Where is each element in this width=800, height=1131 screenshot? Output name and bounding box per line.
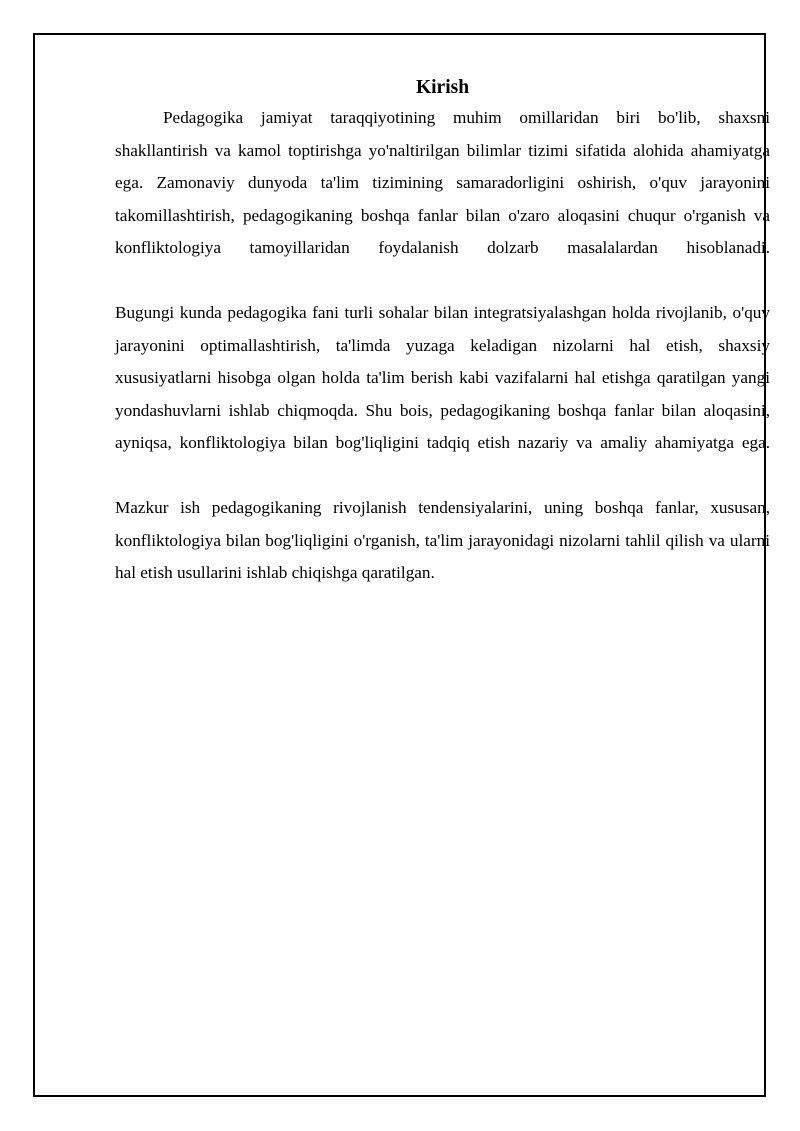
paragraph-spacer	[115, 460, 770, 493]
document-title: Kirish	[415, 77, 470, 98]
paragraph-spacer	[115, 265, 770, 298]
paragraph-1: Pedagogika jamiyat taraqqiyotining muhim omillaridan biri bo'lib, shaxsni shakllantirish va kamol toptirishga yo'naltirilgan bilimlar tizimi sifatida alohida ahamiyatga ega. Zamonaviy dunyoda ta'lim tizimining samaradorligini oshirish, o'quv jarayonini takomillashtirish, pedagogikaning boshqa fanlar bilan o'zaro aloqasini chuqur o'rganish va konfliktologiya tamoyillaridan foydalanish dolzarb masalalardan hisoblanadi.	[115, 108, 770, 257]
paragraph-2: Bugungi kunda pedagogika fani turli sohalar bilan integratsiyalashgan holda rivojlanib, o'quv jarayonini optimallashtirish, ta'limda yuzaga keladigan nizolarni hal etish, shaxsiy xususiyatlarni hisobga olgan holda ta'lim berish kabi vazifalarni hal etishga qaratilgan yangi yondashuvlarni ishlab chiqmoqda. Shu bois, pedagogikaning boshqa fanlar bilan aloqasini, ayniqsa, konfliktologiya bilan bog'liqligini tadqiq etish nazariy va amaliy ahamiyatga ega.	[115, 303, 770, 452]
document-body	[115, 74, 770, 590]
paragraph-3: Mazkur ish pedagogikaning rivojlanish tendensiyalarini, uning boshqa fanlar, xususan, konfliktologiya bilan bog'liqligini o'rganish, ta'lim jarayonidagi nizolarni tahlil qilish va ularni hal etish usullarini ishlab chiqishga qaratilgan.	[115, 498, 770, 582]
